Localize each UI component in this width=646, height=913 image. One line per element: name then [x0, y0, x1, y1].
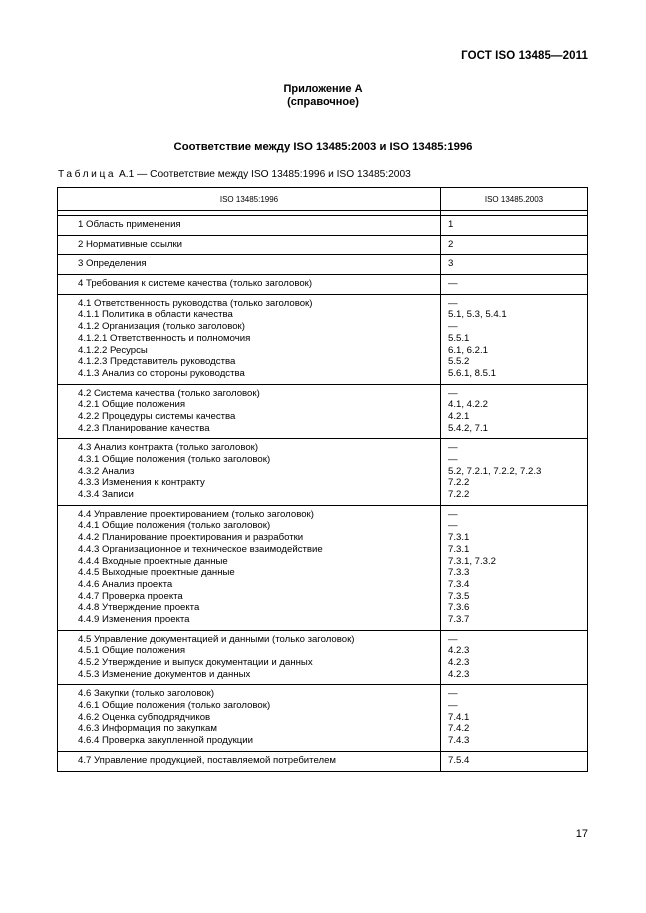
clause-2003-cell: [441, 384, 588, 439]
clause-1996-cell: [58, 630, 441, 685]
clause-1996-line: 1 Область применения: [78, 219, 181, 230]
clause-1996-line: 4.3.1 Общие положения (только заголовок): [78, 454, 271, 465]
clause-1996-line: 4.5.2 Утверждение и выпуск документации и данных: [78, 657, 313, 668]
clause-1996-line: 4.7 Управление продукцией, поставляемой потребителем: [78, 754, 336, 766]
clause-1996-line: 4.3.4 Записи: [78, 489, 134, 501]
clause-2003-line: 5.1, 5.3, 5.4.1: [448, 309, 507, 321]
clause-2003-line: 7.3.5: [448, 590, 470, 602]
clause-2003-line: —: [448, 508, 458, 520]
clause-1996-cell: [58, 685, 441, 751]
annex-type: (справочное): [287, 96, 359, 108]
clause-2003-line: 4.2.1: [448, 410, 470, 422]
clause-2003-line: —: [448, 321, 458, 333]
clause-1996-line: 4.4.6 Анализ проекта: [78, 578, 173, 590]
clause-1996-line: 4.4.2 Планирование проектирования и разработки: [78, 532, 304, 544]
clause-2003-line: 1: [448, 219, 454, 230]
table-row: [58, 275, 588, 295]
clause-1996-cell: [58, 439, 441, 505]
clause-1996-line: 4.1.1 Политика в области качества: [78, 309, 233, 321]
clause-1996-cell: [58, 275, 441, 295]
clause-1996-line: 4 Требования к системе качества (только заголовок): [78, 278, 313, 290]
clause-2003-line: —: [448, 633, 458, 645]
clause-1996-line: 4.2.2 Процедуры системы качества: [78, 410, 236, 422]
clause-1996-line: 4.1.2 Организация (только заголовок): [78, 321, 245, 333]
clause-2003-line: 3: [448, 258, 454, 270]
clause-1996-cell: [58, 505, 441, 630]
clause-1996-line: 3 Определения: [78, 258, 147, 270]
clause-1996-cell: [58, 751, 441, 771]
clause-2003-line: 7.4.3: [448, 735, 470, 747]
clause-1996-line: 4.1 Ответственность руководства (только заголовок): [78, 297, 313, 309]
clause-1996-cell: [58, 384, 441, 439]
clause-1996-line: 4.5.3 Изменение документов и данных: [78, 668, 251, 680]
clause-2003-line: 7.3.3: [448, 567, 470, 579]
clause-1996-line: 4.3.3 Изменения к контракту: [78, 477, 205, 489]
clause-2003-line: 7.3.1: [448, 532, 470, 544]
clause-1996-line: 4.6 Закупки (только заголовок): [78, 688, 215, 700]
column-header-iso-2003: ISO 13485.2003: [441, 188, 588, 211]
clause-1996-line: 4.2 Система качества (только заголовок): [78, 387, 260, 399]
clause-2003-cell: [441, 505, 588, 630]
clause-1996-line: 4.1.2.3 Представитель руководства: [78, 356, 236, 368]
clause-2003-line: 6.1, 6.2.1: [448, 344, 489, 356]
clause-2003-line: 7.3.1, 7.3.2: [448, 555, 497, 567]
clause-2003-line: —: [448, 297, 458, 309]
clause-2003-line: 5.4.2, 7.1: [448, 422, 489, 434]
clause-2003-line: 5.5.1: [448, 332, 470, 344]
clause-2003-line: 4.2.3: [448, 657, 470, 668]
annex-title: Приложение А: [283, 83, 363, 95]
clause-1996-line: 4.6.3 Информация по закупкам: [78, 723, 217, 735]
clause-2003-line: 5.2, 7.2.1, 7.2.2, 7.2.3: [448, 465, 542, 477]
clause-1996-line: 4.4.3 Организационное и техническое взаимодействие: [78, 543, 323, 555]
table-caption-prefix: Таблица: [58, 169, 117, 180]
clause-2003-cell: [441, 685, 588, 751]
clause-2003-cell: [441, 235, 588, 255]
table-header-row: [58, 188, 588, 211]
clause-1996-line: 4.3 Анализ контракта (только заголовок): [78, 442, 259, 454]
clause-1996-line: 4.4.8 Утверждение проекта: [78, 602, 200, 614]
clause-1996-line: 4.1.2.1 Ответственность и полномочия: [78, 332, 251, 344]
page-title: Соответствие между ISO 13485:2003 и ISO 13485:1996: [173, 141, 473, 153]
table-row: [58, 384, 588, 439]
table-row: [58, 216, 588, 236]
clause-2003-cell: [441, 255, 588, 275]
clause-2003-line: —: [448, 454, 458, 465]
standard-designation: ГОСТ ISO 13485—2011: [461, 50, 588, 62]
clause-2003-line: —: [448, 688, 458, 700]
clause-1996-line: 4.6.2 Оценка субподрядчиков: [78, 711, 211, 723]
table-body: [58, 216, 588, 772]
table-row: [58, 685, 588, 751]
clause-2003-line: —: [448, 520, 458, 532]
clause-2003-line: 7.4.2: [448, 723, 470, 735]
table-row: [58, 235, 588, 255]
page-number: 17: [575, 828, 588, 840]
clause-1996-line: 4.6.4 Проверка закупленной продукции: [78, 735, 254, 747]
clause-2003-line: —: [448, 442, 458, 454]
clause-1996-line: 2 Нормативные ссылки: [78, 238, 183, 250]
clause-2003-cell: [441, 275, 588, 295]
clause-2003-line: 7.3.7: [448, 613, 470, 625]
clause-1996-line: 4.5.1 Общие положения: [78, 645, 186, 657]
clause-2003-line: 7.2.2: [448, 489, 470, 501]
clause-2003-line: 7.3.1: [448, 543, 470, 555]
clause-2003-line: 4.2.3: [448, 668, 470, 680]
clause-2003-line: 2: [448, 238, 454, 250]
clause-2003-cell: [441, 216, 588, 236]
clause-1996-line: 4.5 Управление документацией и данными (только заголовок): [78, 633, 355, 645]
clause-2003-line: —: [448, 700, 458, 712]
clause-1996-cell: [58, 255, 441, 275]
clause-1996-cell: [58, 294, 441, 384]
table-caption-text: А.1 — Соответствие между ISO 13485:1996 и ISO 13485:2003: [119, 169, 411, 180]
clause-1996-line: 4.1.2.2 Ресурсы: [78, 344, 148, 356]
clause-1996-line: 4.1.3 Анализ со стороны руководства: [78, 367, 245, 379]
clause-1996-line: 4.4.4 Входные проектные данные: [78, 555, 228, 567]
clause-2003-line: 7.2.2: [448, 477, 470, 489]
column-header-iso-1996: ISO 13485:1996: [58, 188, 441, 211]
clause-2003-cell: [441, 439, 588, 505]
correspondence-table: [57, 187, 588, 772]
clause-2003-line: 5.5.2: [448, 356, 470, 368]
clause-2003-line: —: [448, 387, 458, 399]
clause-2003-cell: [441, 294, 588, 384]
clause-2003-cell: [441, 630, 588, 685]
table-row: [58, 439, 588, 505]
clause-1996-line: 4.4.9 Изменения проекта: [78, 613, 190, 625]
clause-2003-line: 5.6.1, 8.5.1: [448, 367, 497, 379]
clause-2003-cell: [441, 751, 588, 771]
clause-1996-line: 4.2.1 Общие положения: [78, 399, 186, 411]
clause-1996-line: 4.6.1 Общие положения (только заголовок): [78, 700, 271, 712]
clause-1996-line: 4.4.1 Общие положения (только заголовок): [78, 520, 271, 532]
table-row: [58, 751, 588, 771]
clause-1996-line: 4.4.5 Выходные проектные данные: [78, 567, 235, 579]
clause-1996-cell: [58, 216, 441, 236]
clause-1996-line: 4.4 Управление проектированием (только заголовок): [78, 508, 314, 520]
clause-2003-line: 7.4.1: [448, 711, 470, 723]
clause-2003-line: 4.2.3: [448, 645, 470, 657]
table-row: [58, 505, 588, 630]
clause-1996-line: 4.4.7 Проверка проекта: [78, 590, 183, 602]
table-row: [58, 294, 588, 384]
annex-heading: [0, 83, 646, 109]
clause-2003-line: 7.5.4: [448, 754, 470, 766]
clause-1996-line: 4.3.2 Анализ: [78, 465, 135, 477]
clause-2003-line: 7.3.6: [448, 602, 470, 614]
table-caption: [58, 169, 411, 180]
clause-2003-line: 7.3.4: [448, 578, 470, 590]
clause-2003-line: 4.1, 4.2.2: [448, 399, 489, 411]
clause-1996-line: 4.2.3 Планирование качества: [78, 422, 210, 434]
table-row: [58, 255, 588, 275]
clause-1996-cell: [58, 235, 441, 255]
clause-2003-line: —: [448, 278, 458, 290]
table-row: [58, 630, 588, 685]
